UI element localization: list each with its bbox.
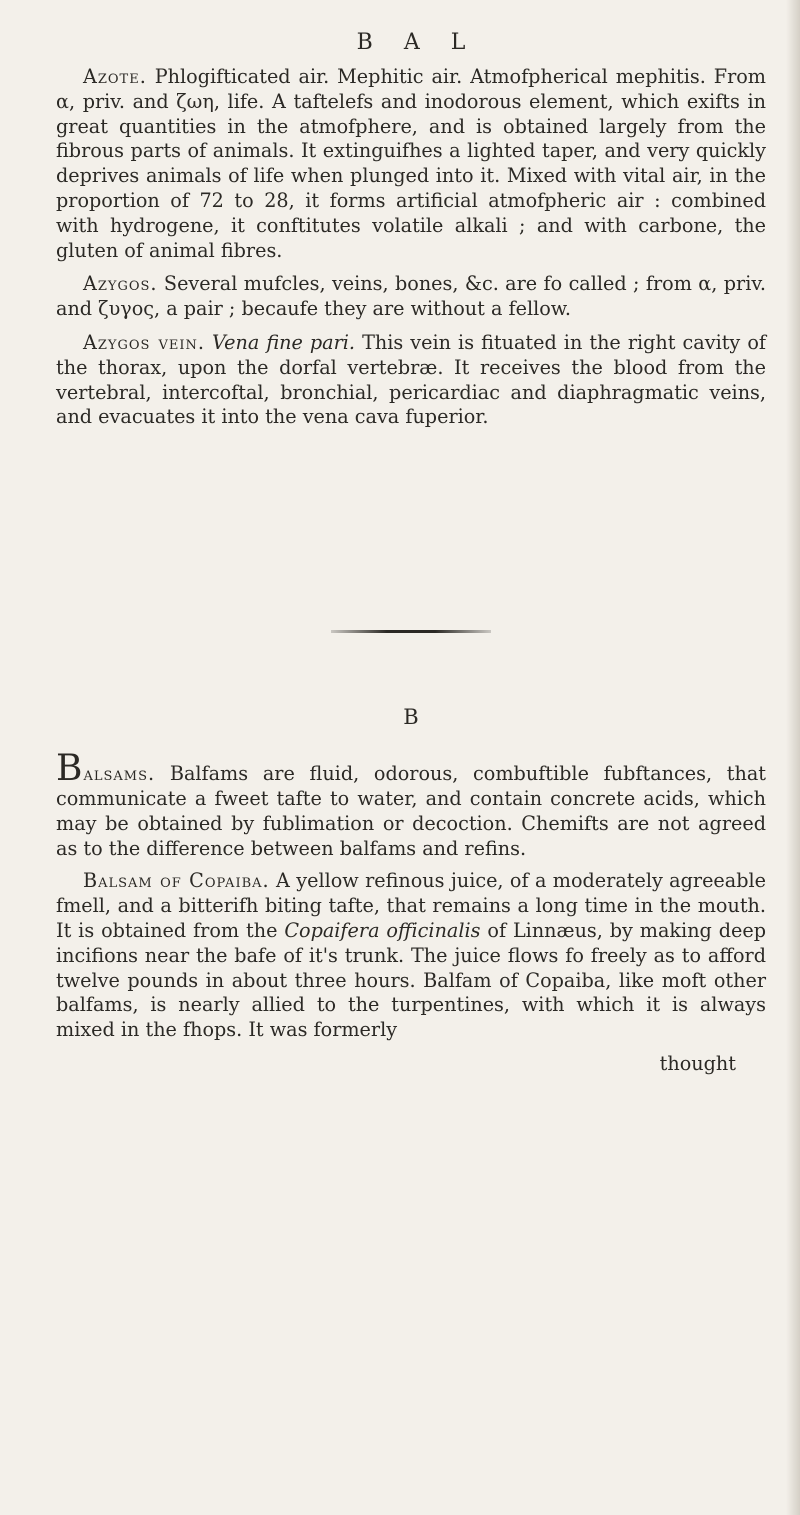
catchword: thought	[659, 1051, 736, 1075]
entry-text: Balfams are fluid, odorous, combuftible fubftances, that communicate a fweet tafte to water, and contain concrete acids, which may be obtained by fublimation or decoction. Chemifts are not agreed as to the difference between balfams and refins.	[56, 762, 766, 860]
entry-balsams	[56, 748, 766, 861]
entry-text: A yellow refinous juice, of a moderately agreeable fmell, and a bitterifh biting tafte, that remains a long time in the mouth. It is obtained from the	[56, 869, 766, 942]
section-letter: B	[403, 705, 419, 730]
book-page	[56, 30, 766, 1075]
entry-balsam-copaiba	[56, 869, 766, 1043]
latin-term: Vena fine pari.	[212, 330, 356, 354]
running-head: B A L	[356, 30, 478, 55]
entry-azygos	[56, 272, 766, 322]
section-divider-rule	[331, 630, 491, 633]
headword-azygos-vein: Azygos vein.	[83, 330, 205, 354]
latin-term: Copaifera officinalis	[284, 918, 481, 942]
page-edge-shadow	[786, 0, 800, 1515]
entry-text: of Linnæus, by making deep incifions near the bafe of it's trunk. The juice flows fo freely as to afford twelve pounds in about three hours. Balfam of Copaiba, like moft other balfams, is nearly allied to the turpentines, with which it is always mixed in the fhops. It was formerly	[56, 918, 767, 1042]
headword-azote: Azote.	[83, 65, 147, 88]
entry-text: This vein is fituated in the right cavity of the thorax, upon the dorfal vertebræ. It receives the blood from the vertebral, intercoftal, bronchial, pericardiac and diaphragmatic veins, and evacuates it into the vena cava fuperior.	[56, 330, 766, 429]
entry-text: Phlogifticated air. Mephitic air. Atmofpherical mephitis. From α, priv. and ζωη, life. A taftelefs and inodorous element, which exifts in great quantities in the atmofphere, and is obtained largely from the fibrous parts of animals. It extinguifhes a lighted taper, and very quickly deprives animals of life when plunged into it. Mixed with vital air, in the proportion of 72 to 28, it forms artificial atmofpheric air : combined with hydrogene, it conftitutes volatile alkali ; and with carbone, the gluten of animal fibres.	[56, 65, 766, 262]
headword-azygos: Azygos.	[83, 272, 158, 296]
headword-balsam-copaiba: Balsam of Copaiba.	[83, 869, 270, 893]
entry-azote	[56, 65, 766, 263]
entry-azygos-vein	[56, 331, 766, 430]
entry-text: Several mufcles, veins, bones, &c. are fo called ; from α, priv. and ζυγος, a pair ; becaufe they are without a fellow.	[56, 272, 766, 321]
headword-balsams: alsams.	[83, 762, 156, 786]
drop-cap: B	[56, 748, 83, 790]
